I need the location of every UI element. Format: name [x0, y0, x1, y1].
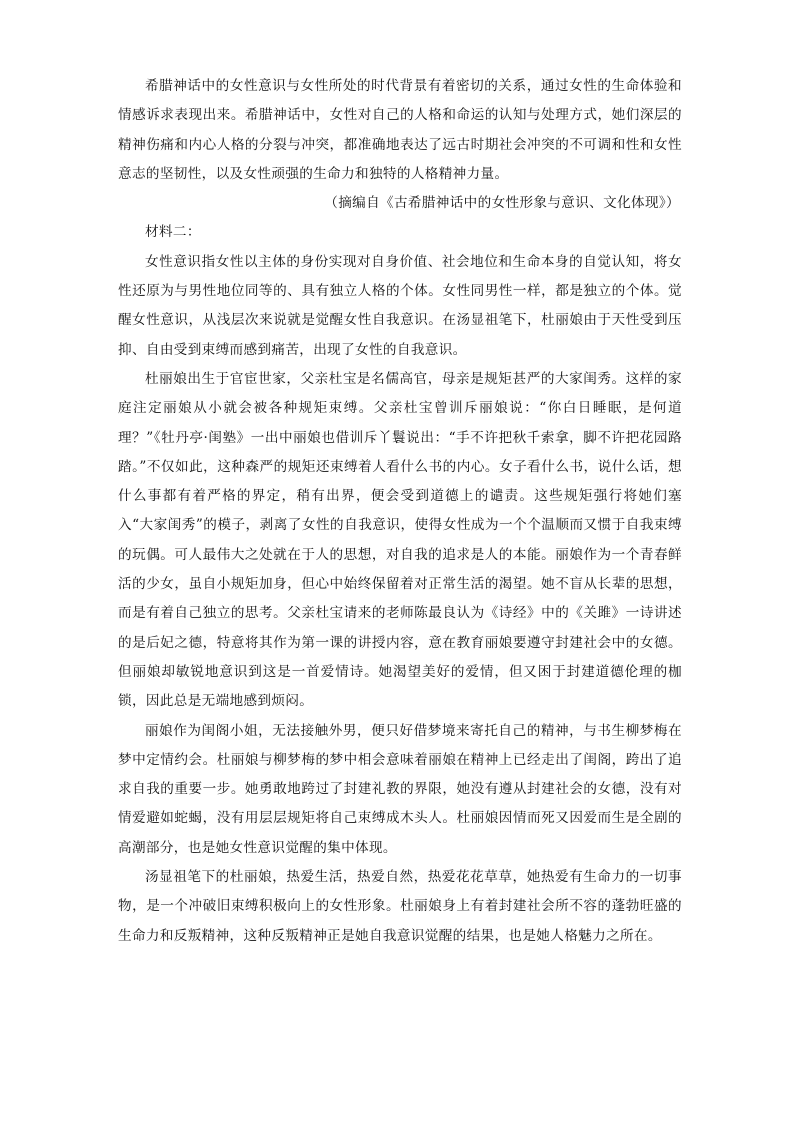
material-two-heading: 材料二： — [145, 224, 201, 241]
material-two-paragraph-2: 杜丽娘出生于官宦世家，父亲杜宝是名儒高官，母亲是规矩甚严的大家闺秀。这样的家庭注定丽娘从小就会被各种规矩束缚。父亲杜宝曾训斥丽娘说：“你白日睡眠，是何道理？”《牡丹亭·闺塾》一出中丽娘也借训斥丫鬟说出：“手不许把秋千索拿，脚不许把花园路踏。”不仅如此，这种森严的规矩还束缚着人看什么书的内心。女子看什么书，说什么话，想什么事都有着严格的界定，稍有出界，便会受到道德上的谴责。这些规矩强行将她们塞入“大家闺秀”的模子，剥离了女性的自我意识，使得女性成为一个个温顺而又惯于自我束缚的玩偶。可人最伟大之处就在于人的思想，对自我的追求是人的本能。丽娘作为一个青春鲜活的少女，虽自小规矩加身，但心中始终保留着对正常生活的渴望。她不盲从长辈的思想，而是有着自己独立的思考。父亲杜宝请来的老师陈最良认为《诗经》中的《关雎》一诗讲述的是后妃之德，特意将其作为第一课的讲授内容，意在教育丽娘要遵守封建社会中的女德。但丽娘却敏锐地意识到这是一首爱情诗。她渴望美好的爱情，但又困于封建道德伦理的枷锁，因此总是无端地感到烦闷。 — [118, 370, 682, 710]
material-two-paragraph-3: 丽娘作为闺阁小姐，无法接触外男，便只好借梦境来寄托自己的精神，与书生柳梦梅在梦中定情约会。杜丽娘与柳梦梅的梦中相会意味着丽娘在精神上已经走出了闺阁，跨出了追求自我的重要一步。她勇敢地跨过了封建礼教的界限，她没有遵从封建社会的女德，没有对情爱避如蛇蝎，没有用层层规矩将自己束缚成木头人。杜丽娘因情而死又因爱而生是全剧的高潮部分，也是她女性意识觉醒的集中体现。 — [118, 722, 682, 856]
material-two-paragraph-1: 女性意识指女性以主体的身份实现对自身价值、社会地位和生命本身的自觉认知，将女性还原为与男性地位同等的、具有独立人格的个体。女性同男性一样，都是独立的个体。觉醒女性意识，从浅层次来说就是觉醒女性自我意识。在汤显祖笔下，杜丽娘由于天性受到压抑、自由受到束缚而感到痛苦，出现了女性的自我意识。 — [118, 253, 682, 358]
material-two-paragraph-4: 汤显祖笔下的杜丽娘，热爱生活，热爱自然，热爱花花草草，她热爱有生命力的一切事物，是一个冲破旧束缚积极向上的女性形象。杜丽娘身上有着封建社会所不容的蓬勃旺盛的生命力和反叛精神，这种反叛精神正是她自我意识觉醒的结果，也是她人格魅力之所在。 — [118, 869, 682, 944]
material-one-conclusion: 希腊神话中的女性意识与女性所处的时代背景有着密切的关系，通过女性的生命体验和情感诉求表现出来。希腊神话中，女性对自己的人格和命运的认知与处理方式，她们深层的精神伤痛和内心人格的分裂与冲突，都准确地表达了远古时期社会冲突的不可调和性和女性意志的坚韧性，以及女性顽强的生命力和独特的人格精神力量。 — [118, 78, 682, 182]
material-one-source: （摘编自《古希腊神话中的女性形象与意识、文化体现》） — [324, 195, 680, 212]
